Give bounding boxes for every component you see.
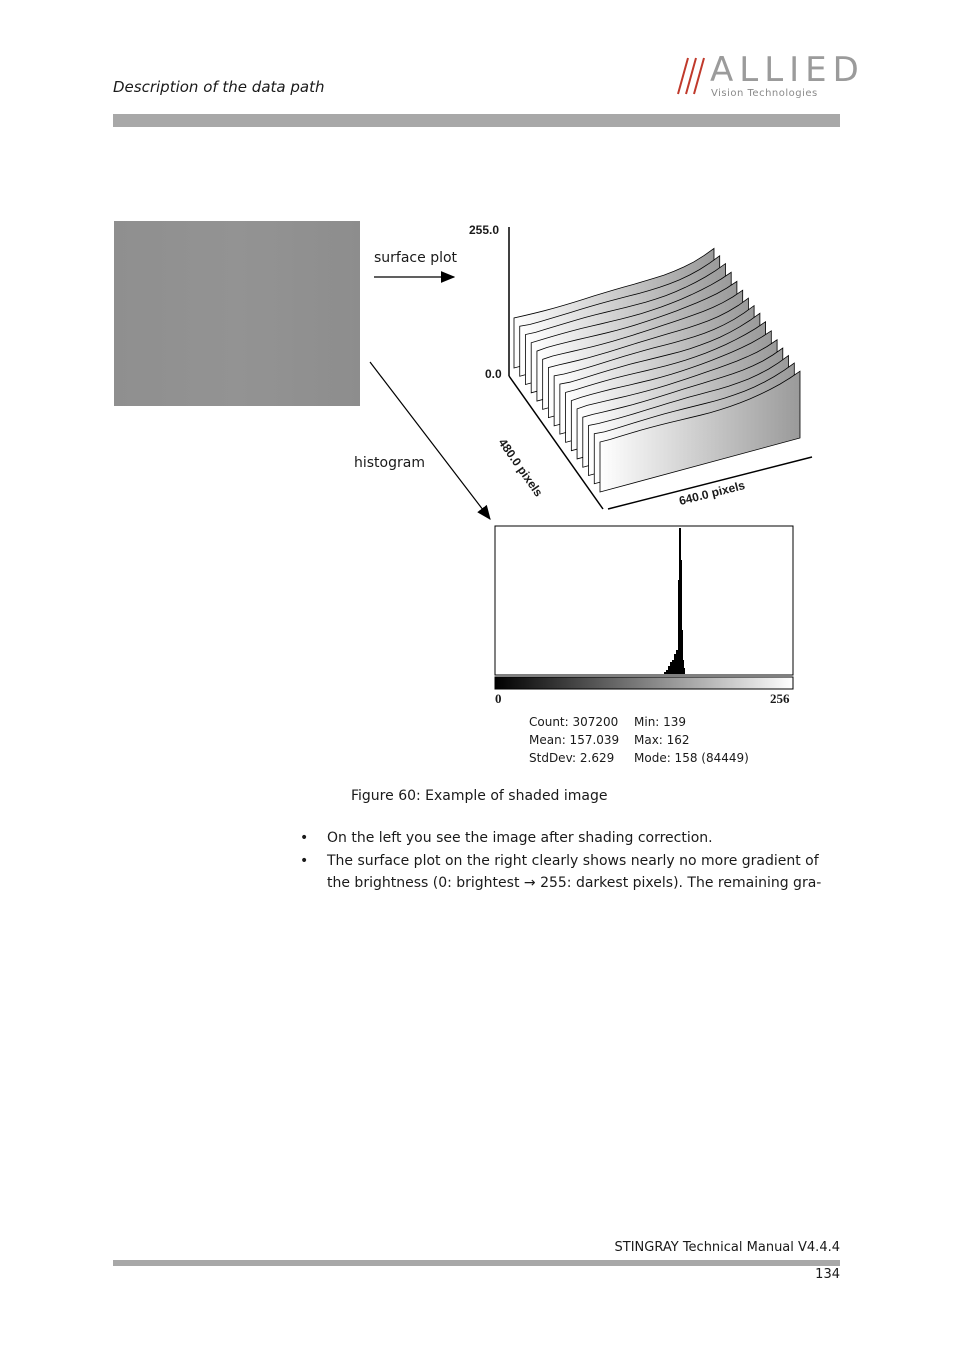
histogram-bar bbox=[666, 670, 668, 674]
z-min-label: 0.0 bbox=[485, 367, 502, 381]
stat-stddev: StdDev: 2.629 bbox=[529, 751, 615, 765]
histogram-max-label: 256 bbox=[770, 691, 790, 706]
histogram-bar bbox=[676, 650, 678, 674]
histogram-bar bbox=[670, 662, 672, 674]
histogram-bar bbox=[668, 666, 670, 674]
stat-mode: Mode: 158 (84449) bbox=[634, 751, 749, 765]
x-axis-label: 640.0 pixels bbox=[677, 478, 747, 508]
bullet-text: On the left you see the image after shading correction. bbox=[327, 830, 713, 846]
y-axis-label: 480.0 pixels bbox=[495, 436, 546, 500]
footer-manual-title: STINGRAY Technical Manual V4.4.4 bbox=[614, 1240, 840, 1255]
histogram-min-label: 0 bbox=[495, 691, 502, 706]
stat-min: Min: 139 bbox=[634, 715, 687, 729]
histogram-label: histogram bbox=[354, 455, 425, 471]
bullet-icon: • bbox=[300, 853, 309, 869]
stat-max: Max: 162 bbox=[634, 733, 690, 747]
bullet-list bbox=[300, 827, 845, 895]
section-title: Description of the data path bbox=[113, 78, 325, 96]
stats-left bbox=[529, 713, 619, 767]
histogram-bar bbox=[674, 654, 676, 674]
histogram-gradient-bar bbox=[495, 677, 793, 689]
surface-plot-label: surface plot bbox=[374, 250, 458, 266]
bullet-text: The surface plot on the right clearly shows nearly no more gradient of the brightness (0: brightest → 255: darkest pixels). The remaining gra- bbox=[327, 853, 822, 891]
footer-rule bbox=[113, 1260, 840, 1266]
page-number: 134 bbox=[815, 1267, 840, 1282]
stat-count: Count: 307200 bbox=[529, 715, 619, 729]
z-max-label: 255.0 bbox=[469, 223, 500, 237]
stats-right bbox=[634, 713, 749, 767]
list-item bbox=[300, 827, 845, 849]
logo-tagline: Vision Technologies bbox=[711, 88, 818, 99]
stat-mean: Mean: 157.039 bbox=[529, 733, 620, 747]
list-item bbox=[300, 850, 845, 894]
histogram-arrow bbox=[370, 362, 490, 519]
logo-wordmark: ALLIED bbox=[710, 50, 865, 90]
bullet-icon: • bbox=[300, 830, 309, 846]
figure-caption: Figure 60: Example of shaded image bbox=[351, 788, 608, 804]
surface-slices bbox=[514, 248, 800, 492]
histogram-bar bbox=[672, 660, 674, 674]
histogram-frame bbox=[495, 526, 793, 675]
histogram-bar bbox=[664, 672, 666, 674]
histogram-bar bbox=[683, 668, 685, 674]
